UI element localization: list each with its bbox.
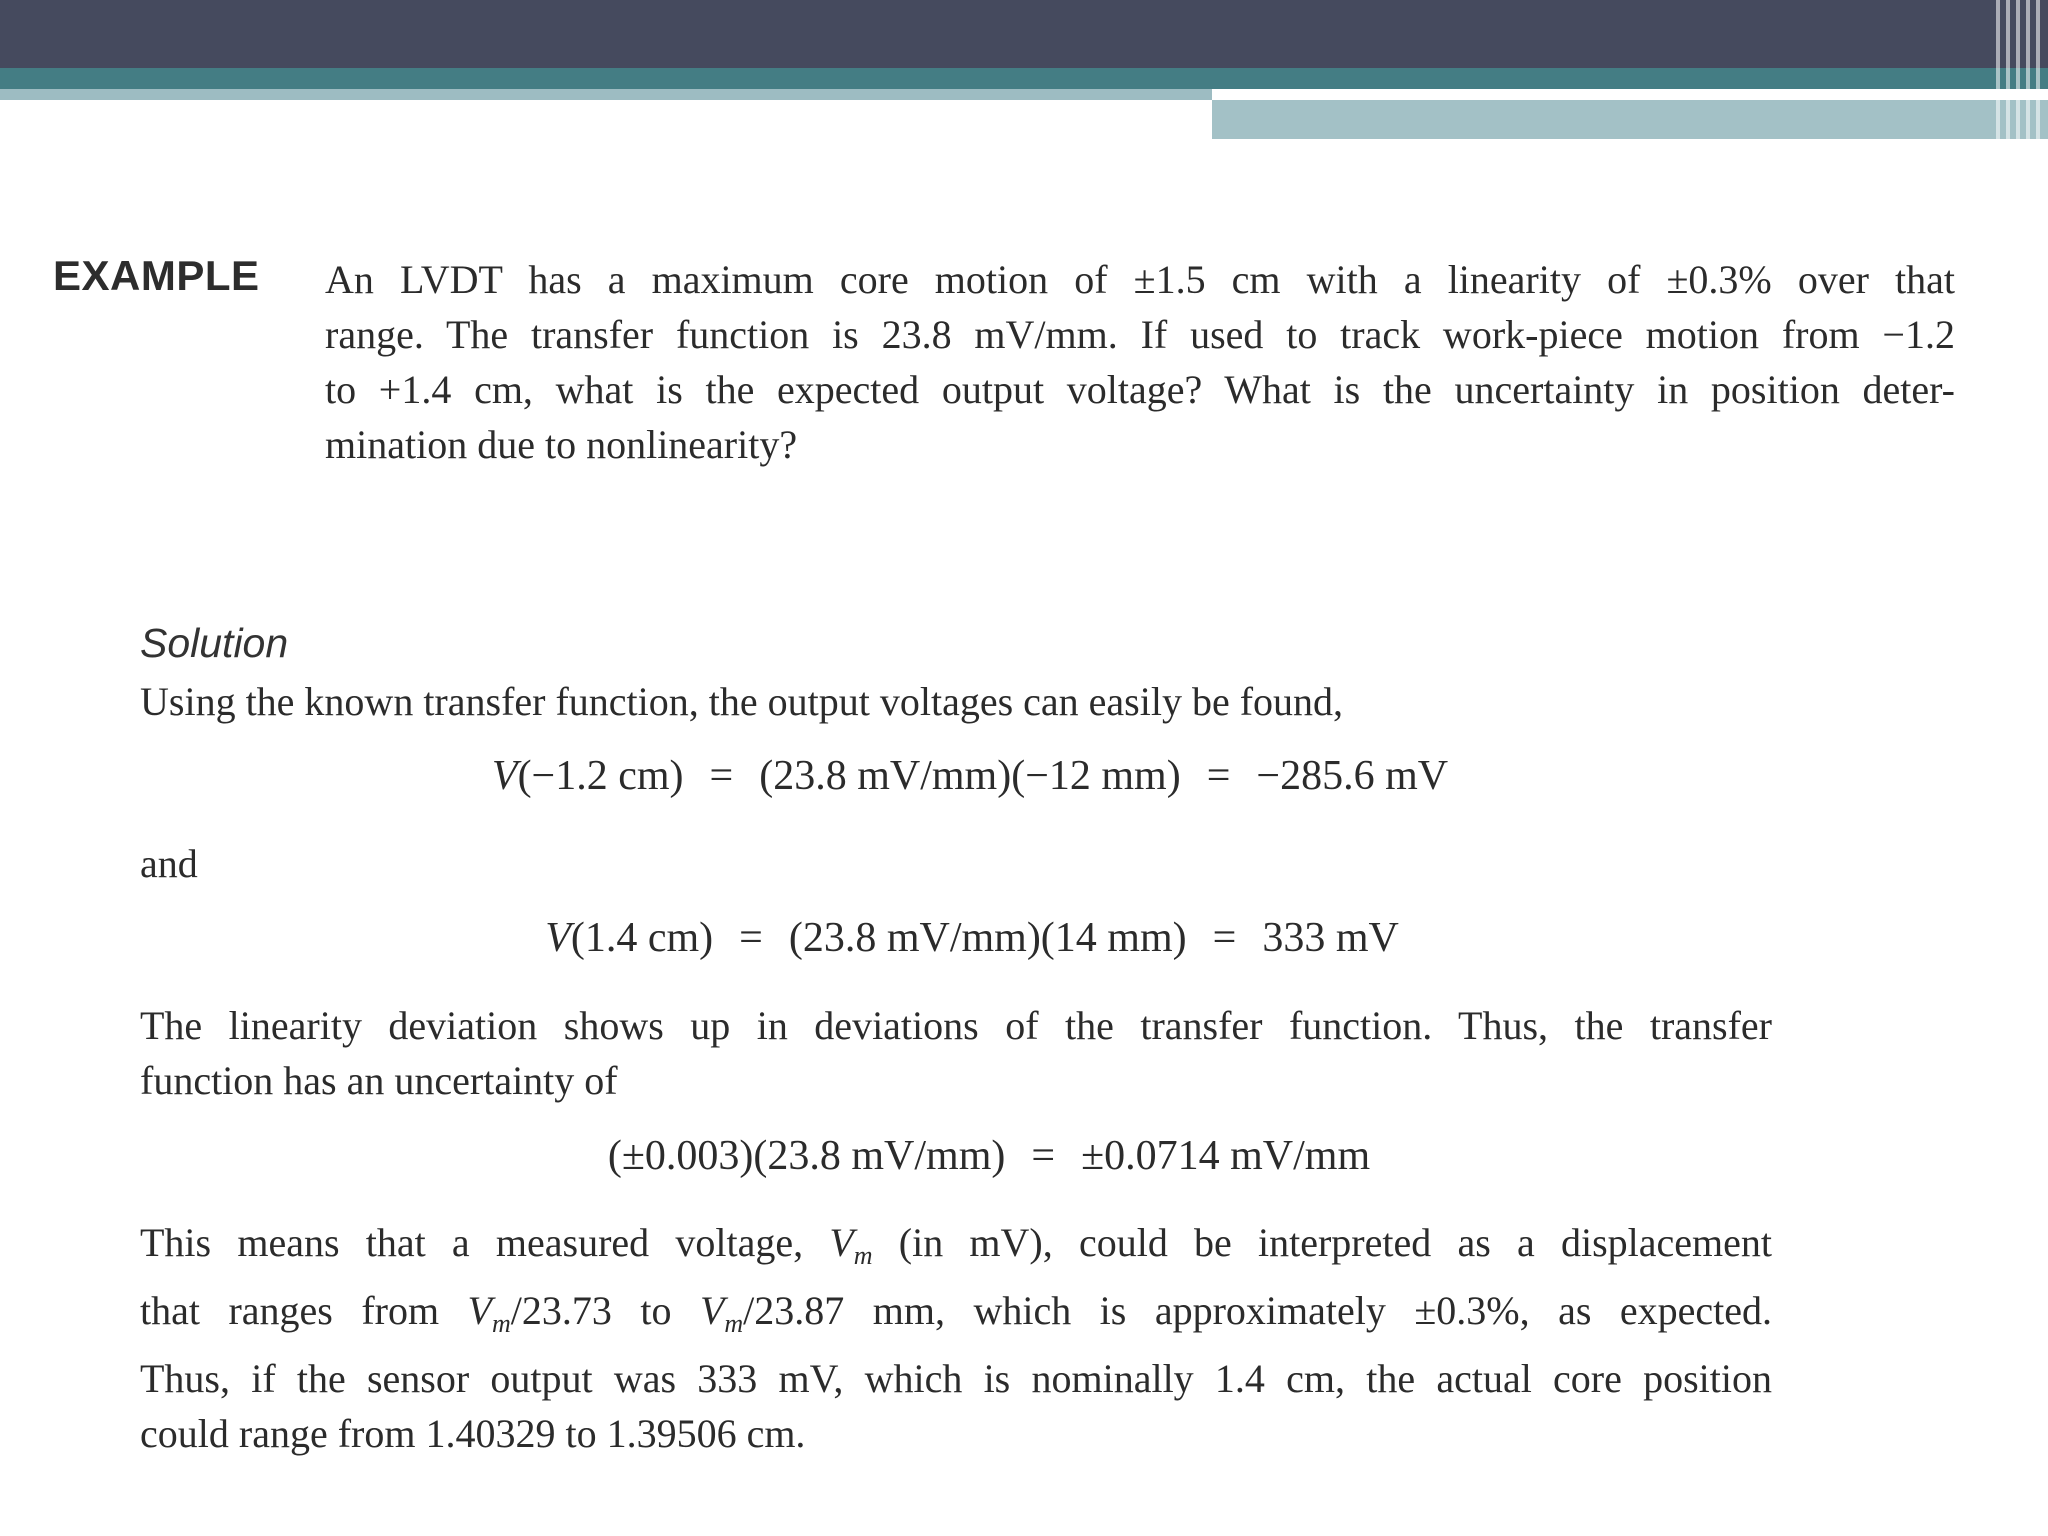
vm-symbol: V [829,1220,854,1265]
eq2-result: 333 mV [1262,915,1399,961]
eq2-argument: (1.4 cm) [570,915,714,961]
linearity-paragraph [140,998,1772,1108]
equation-1 [0,752,1994,800]
header-light-band-right [1212,100,2048,139]
conclusion-line-2-b: /23.73 to [510,1288,700,1333]
equation-3 [0,1132,2013,1180]
eq1-equals-a: = [709,753,734,799]
eq3-equals: = [1031,1133,1056,1179]
vm-subscript: m [724,1309,744,1338]
vm-subscript: m [491,1309,511,1338]
eq1-equals-b: = [1206,753,1231,799]
vm-symbol: V [467,1288,492,1333]
conclusion-line-1-a: This means that a measured voltage, [140,1220,830,1265]
vm-symbol: V [699,1288,725,1333]
conclusion-paragraph [140,1215,1772,1461]
eq2-variable: V [545,915,571,961]
eq2-middle: (23.8 mV/mm)(14 mm) [788,915,1187,961]
conclusion-line-2-c: /23.87 mm, which is approximately ±0.3%, as expected. [743,1288,1772,1333]
conclusion-line-2-a: that ranges from [140,1288,468,1333]
header-dark-band [0,0,2048,68]
eq2-equals-a: = [739,915,763,961]
example-line-4: mination due to nonlinearity? [325,422,798,467]
header-light-band-left [0,89,1212,100]
example-problem-text [325,252,1955,472]
conclusion-line-2 [140,1283,1772,1351]
eq2-equals-b: = [1212,915,1237,961]
eq3-result: ±0.0714 mV/mm [1081,1133,1371,1179]
conclusion-line-1 [140,1215,1772,1283]
equation-2 [0,914,1996,962]
solution-intro-text: Using the known transfer function, the output voltages can easily be found, [140,679,1344,724]
example-label: EXAMPLE [53,252,260,299]
eq3-left: (±0.003)(23.8 mV/mm) [607,1133,1006,1179]
and-word [140,836,1772,891]
linearity-line-1: The linearity deviation shows up in deviations of the transfer function. Thus, the transfer [140,1003,1772,1048]
eq1-result: −285.6 mV [1256,753,1449,799]
eq1-argument: (−1.2 cm) [517,753,684,799]
eq1-middle: (23.8 mV/mm)(−12 mm) [759,753,1181,799]
solution-intro [140,674,1772,729]
header-teal-band [0,68,2048,89]
conclusion-line-1-b: (in mV), could be interpreted as a displacement [872,1220,1772,1265]
conclusion-line-3: Thus, if the sensor output was 333 mV, which is nominally 1.4 cm, the actual core position [140,1356,1772,1401]
header-stripes [1992,0,2048,139]
eq1-variable: V [491,753,518,799]
example-line-1: An LVDT has a maximum core motion of ±1.5 cm with a linearity of ±0.3% over that [325,257,1955,302]
example-line-2: range. The transfer function is 23.8 mV/mm. If used to track work-piece motion from −1.2 [325,312,1955,357]
and-word-text: and [140,841,198,886]
conclusion-line-4: could range from 1.40329 to 1.39506 cm. [140,1411,806,1456]
solution-heading: Solution [140,620,289,666]
linearity-line-2: function has an uncertainty of [140,1058,618,1103]
vm-subscript: m [853,1241,873,1270]
example-line-3: to +1.4 cm, what is the expected output voltage? What is the uncertainty in position deter- [325,367,1955,412]
